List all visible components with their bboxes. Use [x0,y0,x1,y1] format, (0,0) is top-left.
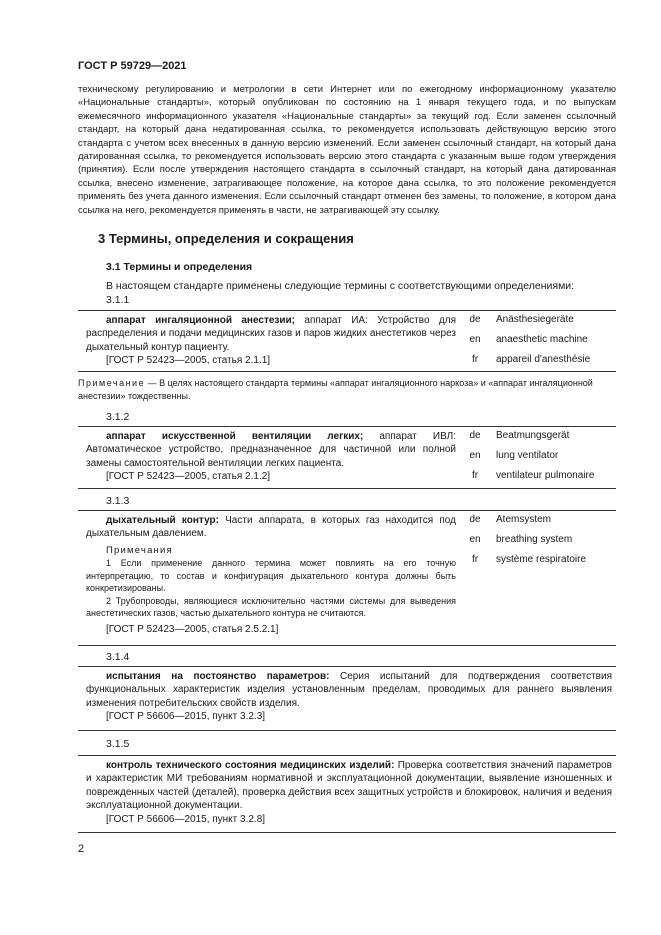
term-number: 3.1.2 [106,411,130,423]
term-box-3-1-1 [78,310,616,372]
term-box-3-1-2 [78,426,616,489]
note-3-1-1 [78,377,618,403]
lang-code-en: en [469,334,481,345]
note-2: 2 Трубопроводы, являющиеся исключительно частями системы для выведения анестетических газов, частью дыхательного контура не считаются. [86,595,456,619]
subsection-title: 3.1 Термины и определения [106,261,253,273]
note-1: 1 Если применение данного термина может повлиять на его точную интерпретацию, то состав и конфигурация дыхательного контура должны быть конкретизированы. [86,558,456,594]
equivalent-fr: système respiratoire [496,554,587,565]
equivalent-en: lung ventilator [496,450,559,461]
lang-code-fr: fr [471,554,479,565]
term-definition [86,314,456,368]
term-text: аппарат ИА: Устройство для распределения и подачи медицинских газов и паров жидких анестетиков через дыхательный контур пациенту. [86,315,456,353]
note-text: — В целях настоящего стандарта термины «аппарат ингаляционного наркоза» и «аппарат ингаляционной анестезии» тождественны. [78,378,593,401]
lang-code-de: de [469,314,481,325]
term-text: Проверка соответствия значений параметров и характеристик МИ требованиям нормативной и эксплуатационной документации, выявление изношенных и поврежденных частей (деталей), проверка действия всех защитных устройств и блокировок, наличия и ведения эксплуатационной документации. [86,760,612,812]
term-number: 3.1.1 [106,294,130,306]
term-reference: [ГОСТ Р 52423—2005, статья 2.5.2.1] [106,623,279,635]
term-number: 3.1.3 [106,495,130,507]
lang-code-en: en [469,450,481,461]
language-equivalents [466,314,614,374]
lang-code-de: de [469,430,481,441]
equivalent-de: Atemsystem [496,514,552,525]
term-box-3-1-3 [78,510,616,646]
equivalent-de: Beatmungsgerät [496,430,570,441]
term-box-3-1-4 [78,666,616,731]
equivalent-en: breathing system [496,534,573,545]
equivalent-en: anaesthetic machine [496,334,588,345]
term-name: испытания на постоянство параметров: [106,671,330,682]
term-name: аппарат ингаляционной анестезии; [106,315,296,326]
term-number: 3.1.4 [106,651,130,663]
equivalent-fr: appareil d'anesthésie [496,354,591,365]
section-title: 3 Термины, определения и сокращения [98,231,354,246]
term-definition [86,670,612,724]
term-name: контроль технического состояния медицинских изделий: [106,760,395,771]
term-number: 3.1.5 [106,738,130,750]
note-label: Примечание [78,378,146,388]
lang-code-fr: fr [471,354,479,365]
equivalent-de: Anästhesiegeräte [496,314,574,325]
term-text: Серия испытаний для подтверждения соответствия функциональных характеристик изделия установленным пределам, проводимых для раннего выявления изменения потребительских свойств изделия. [86,671,612,709]
intro-paragraph: техническому регулированию и метрологии в сети Интернет или по ежегодному информационному указателю «Национальные стандарты», который опубликован по состоянию на 1 января текущего года, и по выпускам ежемесячного информационного указателя «Национальные стандарты» за текущий год. Если заменен ссылочный стандарт, на который дана недатированная ссылка, то рекомендуется использовать действующую версию этого стандарта с учетом всех внесенных в данную версию изменений. Если заменен ссылочный стандарт, на который дана датированная ссылка, то рекомендуется использовать версию этого стандарта с указанным выше годом утверждения (принятия). Если после утверждения настоящего стандарта в ссылочный стандарт, на который дана датированная ссылка, внесено изменение, затрагивающее положение, на которое дана ссылка, то это положение рекомендуется применять без учета данного изменения. Если ссылочный стандарт отменен без замены, то положение, в котором дана ссылка на него, рекомендуется применять в части, не затрагивающей эту ссылку. [78,84,616,216]
term-text: Части аппарата, в которых газ находится под дыхательным давлением. [86,515,456,540]
lang-code-en: en [469,534,481,545]
term-reference: [ГОСТ Р 52423—2005, статья 2.1.1] [106,355,271,367]
language-equivalents [466,430,614,490]
page-number: 2 [78,843,85,855]
term-reference: [ГОСТ Р 52423—2005, статья 2.1.2] [106,471,271,483]
term-text: аппарат ИВЛ: Автоматическое устройство, предназначенное для частичной или полной замены самостоятельной вентиляции легких пациента. [86,431,456,469]
lang-code-fr: fr [471,470,479,481]
notes-label: Примечания [106,544,173,556]
term-definition [86,759,612,826]
term-definition [86,430,456,484]
term-name: аппарат искусственной вентиляции легких; [106,431,364,442]
term-box-3-1-5 [78,755,616,833]
document-header: ГОСТ Р 59729—2021 [78,60,187,72]
term-name: дыхательный контур: [106,515,219,526]
term-reference: [ГОСТ Р 56606—2015, пункт 3.2.8] [106,813,266,825]
term-reference: [ГОСТ Р 56606—2015, пункт 3.2.3] [106,711,266,723]
equivalent-fr: ventilateur pulmonaire [496,470,595,481]
language-equivalents [466,514,614,574]
lang-code-de: de [469,514,481,525]
terms-preamble: В настоящем стандарте применены следующие термины с соответствующими определениями: [106,280,575,292]
term-definition [86,514,456,636]
